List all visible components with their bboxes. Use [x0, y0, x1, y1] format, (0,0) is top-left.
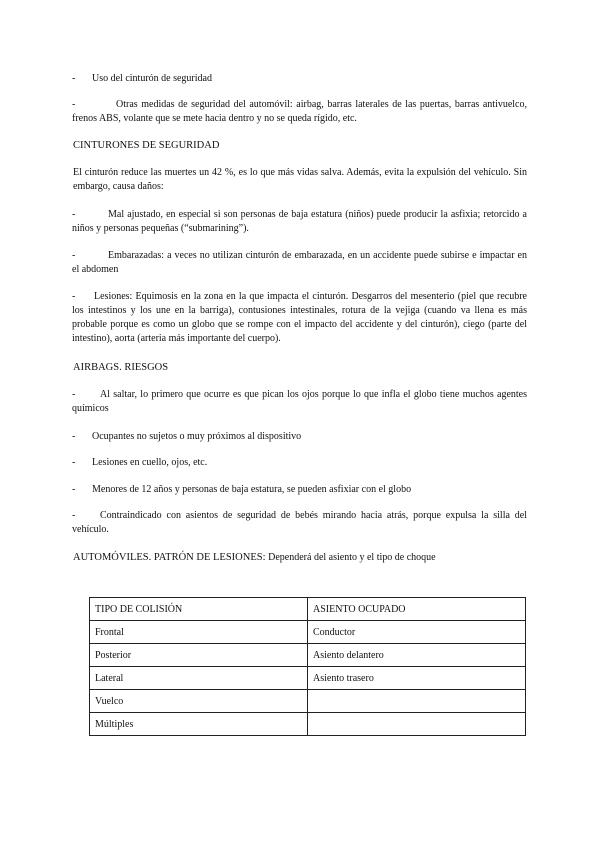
paragraph: El cinturón reduce las muertes un 42 %, es lo que más vidas salva. Además, evita la expulsión del vehículo. Sin embargo, causa daños:	[73, 167, 527, 192]
bullet-item	[72, 388, 527, 416]
bullet-dash: -	[72, 209, 76, 220]
table-cell: Posterior	[90, 644, 308, 667]
table-row	[90, 644, 526, 667]
bullet-dash: -	[72, 250, 76, 261]
bullet-text: Menores de 12 años y personas de baja estatura, se pueden asfixiar con el globo	[92, 484, 412, 495]
bullet-item	[72, 72, 527, 86]
bullet-item	[72, 249, 527, 277]
bullet-text: Mal ajustado, en especial si son personas de baja estatura (niños) puede producir la asfixia; retorcido a niños y personas pequeñas (“submarining”).	[72, 209, 527, 234]
table-row	[90, 621, 526, 644]
bullet-dash: -	[72, 99, 76, 110]
table-cell: Frontal	[90, 621, 308, 644]
bullet-text: Al saltar, lo primero que ocurre es que pican los ojos porque lo que infla el globo tiene muchos agentes químicos	[72, 389, 527, 414]
section-subtext: Dependerá del asiento y el tipo de choque	[268, 552, 436, 563]
section-heading: CINTURONES DE SEGURIDAD	[73, 140, 220, 151]
bullet-dash: -	[72, 389, 76, 400]
bullet-dash: -	[72, 73, 76, 84]
bullet-item	[72, 509, 527, 537]
section-heading: AIRBAGS. RIESGOS	[73, 362, 169, 373]
section-heading: AUTOMÓVILES. PATRÓN DE LESIONES:	[73, 552, 266, 563]
bullet-text: Uso del cinturón de seguridad	[92, 73, 212, 84]
bullet-text: Ocupantes no sujetos o muy próximos al dispositivo	[92, 431, 302, 442]
bullet-dash: -	[72, 291, 76, 302]
section-heading-line	[73, 551, 436, 565]
table-row	[90, 690, 526, 713]
table-header-row	[90, 598, 526, 621]
collision-table	[89, 597, 526, 736]
bullet-text: Otras medidas de seguridad del automóvil: airbag, barras laterales de las puertas, barras antivuelco, frenos ABS, volante que se mete hacia dentro y no se queda rígido, etc.	[72, 99, 527, 124]
bullet-item	[72, 430, 527, 444]
table-cell: Conductor	[308, 621, 526, 644]
table-cell: Asiento trasero	[308, 667, 526, 690]
bullet-item	[72, 456, 527, 470]
bullet-dash: -	[72, 431, 76, 442]
bullet-item	[72, 98, 527, 126]
table-cell	[308, 713, 526, 736]
table-cell: Lateral	[90, 667, 308, 690]
bullet-text: Contraindicado con asientos de seguridad de bebés mirando hacia atrás, porque expulsa la silla del vehículo.	[72, 510, 527, 535]
bullet-text: Embarazadas: a veces no utilizan cinturón de embarazada, en un accidente puede subirse e impactar en el abdomen	[72, 250, 527, 275]
bullet-item	[72, 483, 527, 497]
bullet-text: Lesiones: Equimosis en la zona en la que impacta el cinturón. Desgarros del mesenterio (piel que recubre los intestinos y los une en la barriga), contusiones intestinales, rotura de la vejiga (cuando va llena es más probable porque es como un globo que se rompe con el impacto del accidente y del cinturón), ciego (parte del intestino), aorta (arteria más importante del cuerpo).	[72, 291, 527, 344]
table-cell: Múltiples	[90, 713, 308, 736]
table-cell: Asiento delantero	[308, 644, 526, 667]
table-header-cell: TIPO DE COLISIÓN	[90, 598, 308, 621]
bullet-text: Lesiones en cuello, ojos, etc.	[92, 457, 208, 468]
table-row	[90, 667, 526, 690]
table-cell: Vuelco	[90, 690, 308, 713]
bullet-dash: -	[72, 457, 76, 468]
table-header-cell: ASIENTO OCUPADO	[308, 598, 526, 621]
bullet-dash: -	[72, 484, 76, 495]
bullet-item	[72, 208, 527, 236]
table-cell	[308, 690, 526, 713]
table-row	[90, 713, 526, 736]
bullet-item	[72, 290, 527, 346]
bullet-dash: -	[72, 510, 76, 521]
